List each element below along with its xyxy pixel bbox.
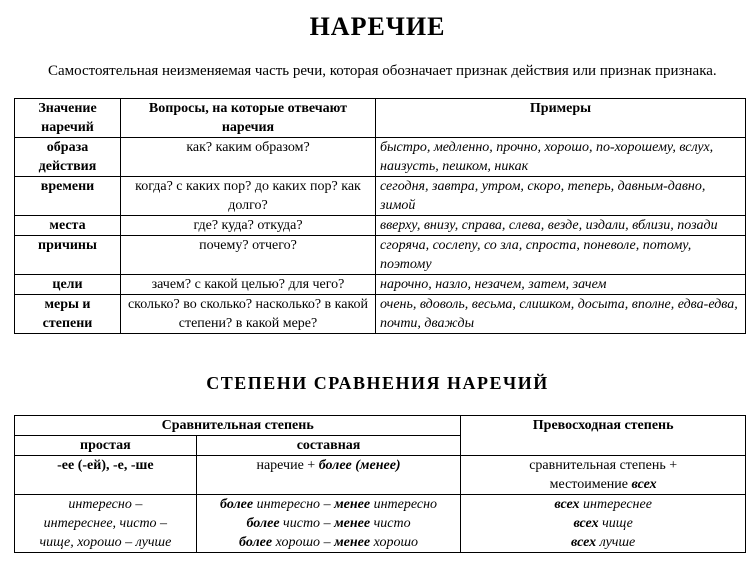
meaning-cell: причины (15, 236, 121, 275)
table-row (15, 236, 746, 275)
meaning-cell: цели (15, 275, 121, 295)
superlative-word: лучше (599, 535, 636, 550)
table-row (15, 138, 746, 177)
table-row (15, 275, 746, 295)
simple-example-text: чисто – (116, 516, 168, 531)
table-row (15, 216, 746, 236)
examples-cell: сегодня, завтра, утром, скоро, теперь, давным-давно, зимой (376, 177, 746, 216)
header-superlative: Превосходная степень (461, 416, 746, 456)
questions-cell: где? куда? откуда? (121, 216, 376, 236)
example-word: интересно (256, 497, 321, 512)
questions-cell: сколько? во сколько? насколько? в какой степени? в какой мере? (121, 295, 376, 334)
example-word: чисто (373, 516, 411, 531)
less-word: менее (334, 516, 371, 531)
meaning-cell: образа действия (15, 138, 121, 177)
meaning-cell: места (15, 216, 121, 236)
more-word: более (239, 535, 273, 550)
superlative-form-prefix: сравнительная степень + (529, 458, 678, 473)
superlative-examples-cell (461, 495, 746, 553)
simple-example-text: интересно – (68, 497, 143, 512)
table-row (15, 456, 746, 495)
all-word: всех (573, 516, 599, 531)
less-word: менее (334, 497, 371, 512)
simple-example-text: чище, (39, 535, 74, 550)
examples-cell: очень, вдоволь, весьма, слишком, досыта, вполне, едва-едва, почти, дважды (376, 295, 746, 334)
example-word: интересно (373, 497, 438, 512)
superlative-form-word: всех (631, 477, 657, 492)
compound-examples-cell (196, 495, 461, 553)
dash: – (320, 497, 335, 512)
less-word: менее (334, 535, 371, 550)
superlative-form-cell (461, 456, 746, 495)
example-word: хорошо (275, 535, 321, 550)
header-meaning: Значение наречий (15, 99, 121, 138)
simple-example-text: интереснее, (43, 516, 117, 531)
table-header-row (15, 99, 746, 138)
section-subtitle: СТЕПЕНИ СРАВНЕНИЯ НАРЕЧИЙ (206, 373, 549, 393)
page-title: НАРЕЧИЕ (309, 12, 446, 41)
meaning-cell: времени (15, 177, 121, 216)
header-compound: составная (196, 436, 461, 456)
more-word: более (246, 516, 280, 531)
examples-cell: быстро, медленно, прочно, хорошо, по-хорошему, вслух, наизусть, пешком, никак (376, 138, 746, 177)
simple-forms-cell: -ее (-ей), -е, -ше (15, 456, 197, 495)
dash: – (320, 516, 335, 531)
dash: – (320, 535, 335, 550)
superlative-word: чище (602, 516, 633, 531)
table-row (15, 295, 746, 334)
superlative-word: интереснее (583, 497, 652, 512)
examples-cell: сгоряча, сослепу, со зла, спроста, поневоле, потому, поэтому (376, 236, 746, 275)
header-comparative: Сравнительная степень (15, 416, 461, 436)
table-row (15, 177, 746, 216)
header-questions: Вопросы, на которые отвечают наречия (121, 99, 376, 138)
more-word: более (220, 497, 254, 512)
simple-examples-cell (15, 495, 197, 553)
adverb-meanings-table (14, 98, 746, 334)
compound-form-prefix: наречие + (256, 458, 319, 473)
all-word: всех (571, 535, 597, 550)
questions-cell: как? каким образом? (121, 138, 376, 177)
compound-form-words: более (менее) (318, 458, 401, 473)
definition-text: Самостоятельная неизменяемая часть речи, которая обозначает признак действия или признак признака. (48, 63, 717, 79)
comparison-degrees-table (14, 415, 746, 553)
header-simple: простая (15, 436, 197, 456)
questions-cell: зачем? с какой целью? для чего? (121, 275, 376, 295)
all-word: всех (554, 497, 580, 512)
questions-cell: когда? с каких пор? до каких пор? как долго? (121, 177, 376, 216)
compound-form-cell (196, 456, 461, 495)
examples-cell: нарочно, назло, незачем, затем, зачем (376, 275, 746, 295)
example-word: чисто (283, 516, 321, 531)
meaning-cell: меры и степени (15, 295, 121, 334)
example-word: хорошо (373, 535, 419, 550)
examples-cell: вверху, внизу, справа, слева, везде, издали, вблизи, позади (376, 216, 746, 236)
header-examples: Примеры (376, 99, 746, 138)
table-row (15, 495, 746, 553)
superlative-form-mid: местоимение (549, 477, 632, 492)
simple-example-text: хорошо – лучше (73, 535, 172, 550)
table-header-row (15, 416, 746, 436)
questions-cell: почему? отчего? (121, 236, 376, 275)
